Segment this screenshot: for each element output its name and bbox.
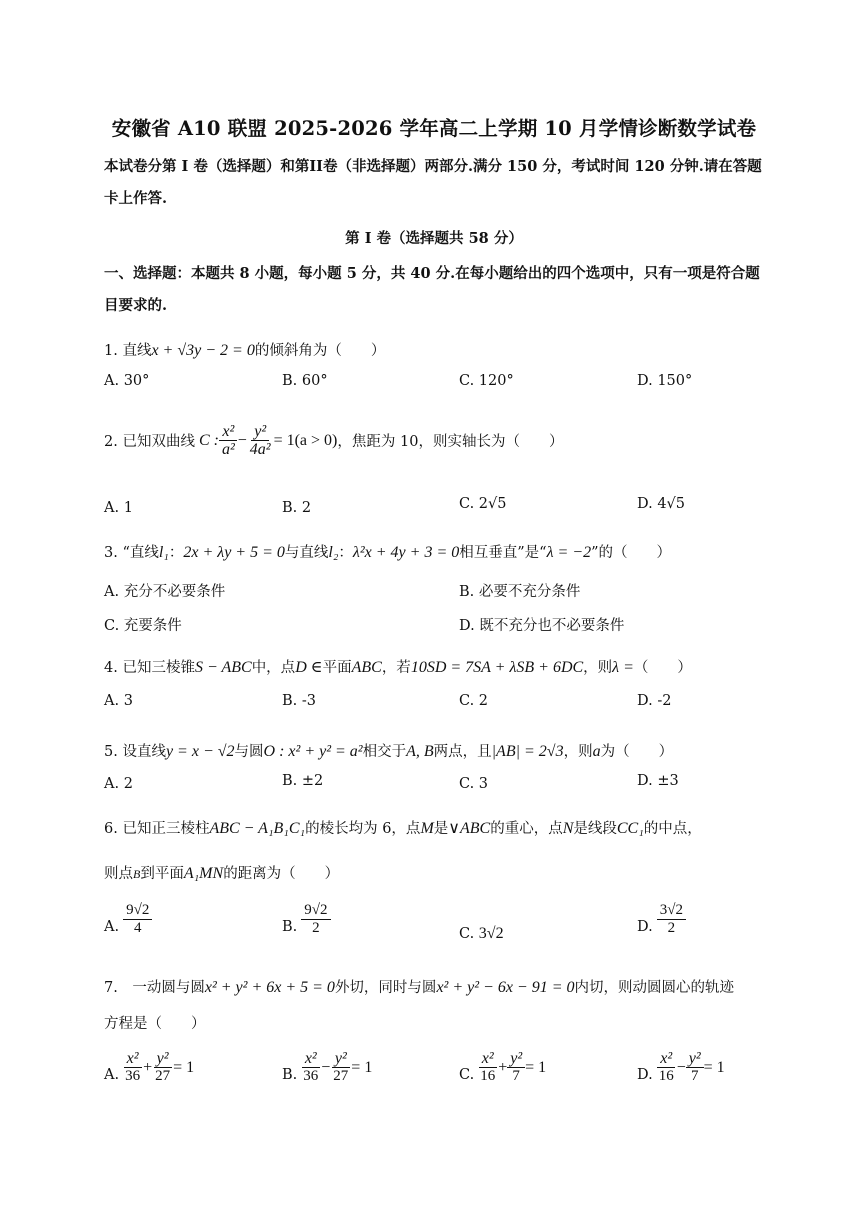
q2-stem xyxy=(104,423,563,458)
q7-option-d-label: D. xyxy=(637,1067,653,1083)
q5-mid3: 两点，且 xyxy=(433,744,492,760)
q3-prefix: 3. “直线 xyxy=(104,545,159,561)
q3-option-d: D. 既不充分也不必要条件 xyxy=(459,618,625,634)
q7-option-d-d2: 7 xyxy=(690,1068,699,1084)
q7-circle-1: x² + y² + 6x + 5 = 0 xyxy=(204,979,335,996)
q5-a: a xyxy=(592,743,601,760)
q7-option-b-d1: 36 xyxy=(303,1068,319,1084)
q5-circle-eq: O : x² + y² = a² xyxy=(263,743,363,760)
q7-option-a-d2: 27 xyxy=(155,1068,171,1084)
q6-option-c-label: C. xyxy=(459,926,475,942)
q3-option-b: B. 必要不充分条件 xyxy=(459,584,581,600)
q7-option-d-d1: 16 xyxy=(658,1068,674,1084)
q6-option-a-num: 9√2 xyxy=(123,902,152,920)
q6-option-d-frac xyxy=(657,902,686,937)
q6-point-b: B xyxy=(133,867,141,881)
q4-stem xyxy=(104,656,692,677)
q6-n: N xyxy=(562,820,574,837)
q7-circle-2: x² + y² − 6x − 91 = 0 xyxy=(436,979,575,996)
q7-option-d-op: − xyxy=(676,1058,686,1076)
q7-option-c xyxy=(459,1050,546,1085)
q6-option-a-den: 4 xyxy=(133,920,142,936)
q6-option-d-num: 3√2 xyxy=(657,902,686,920)
q2-minus: − xyxy=(237,431,247,449)
q6-option-d-label: D. xyxy=(637,919,653,935)
q2-frac1-numerator: x² xyxy=(219,423,237,441)
q7-option-d-frac1 xyxy=(656,1050,677,1085)
q6-m: M xyxy=(420,820,434,837)
q7-tail: 内切，则动圆圆心的轨迹 xyxy=(574,980,735,996)
q7-stem-line-2: 方程是（ ） xyxy=(104,1016,206,1032)
q7-option-a-op: + xyxy=(143,1058,153,1076)
q6-mid4: 是线段 xyxy=(573,821,617,837)
q7-option-a-d1: 36 xyxy=(125,1068,141,1084)
q4-option-b: B. -3 xyxy=(282,693,316,709)
q4-plane: ABC xyxy=(351,659,382,676)
q6-option-b-num: 9√2 xyxy=(301,902,330,920)
q5-number: 5. 设直线 xyxy=(104,744,166,760)
q7-option-b-frac1 xyxy=(300,1050,321,1085)
q6-prism: ABC − A₁B₁C₁ xyxy=(209,820,306,837)
q4-tail1: ，则 xyxy=(583,660,613,676)
q7-option-b-frac2 xyxy=(330,1050,351,1085)
section1-line-1: 一、选择题：本题共 8 小题，每小题 5 分，共 40 分.在每小题给出的四个选项中，只有一项是符合题 xyxy=(104,265,760,282)
q6-stem-line-1 xyxy=(104,817,702,838)
q4-mid2: 平面 xyxy=(322,660,352,676)
q4-option-a: A. 3 xyxy=(104,693,133,709)
q6-option-b-den: 2 xyxy=(312,920,320,936)
intro-line-1: 本试卷分第 I 卷（选择题）和第II卷（非选择题）两部分.满分 150 分，考试时间 120 分钟.请在答题 xyxy=(104,158,762,175)
q7-option-a-rhs: = 1 xyxy=(173,1058,195,1076)
q2-frac1-denominator: a² xyxy=(221,441,235,458)
q6-line2-b: 到平面 xyxy=(140,866,184,882)
q6-tail: 的中点， xyxy=(643,821,702,837)
q6-option-d-den: 2 xyxy=(667,920,676,936)
q4-point-d: D ∈ xyxy=(295,659,323,676)
q5-mid4: ，则 xyxy=(563,744,593,760)
q7-option-b xyxy=(282,1050,372,1085)
q7-stem-line-1 xyxy=(104,976,734,997)
q2-fraction-y xyxy=(247,423,274,458)
q2-option-a: A. 1 xyxy=(104,500,133,516)
q7-option-a-n2: y² xyxy=(154,1050,172,1068)
q4-mid3: ，若 xyxy=(381,660,411,676)
q5-mid2: 相交于 xyxy=(362,744,407,760)
q5-chord-eq: |AB| = 2√3 xyxy=(491,743,564,760)
q2-fraction-x xyxy=(219,423,238,458)
q6-option-a-label: A. xyxy=(104,919,120,935)
q7-option-d xyxy=(637,1050,725,1085)
intro-line-2: 卡上作答. xyxy=(104,190,168,207)
q4-mid1: 中，点 xyxy=(251,660,296,676)
exam-title: 安徽省 A10 联盟 2025-2026 学年高二上学期 10 月学情诊断数学试卷 xyxy=(111,117,757,140)
q1-number: 1. 直线 xyxy=(104,343,152,359)
q7-option-c-d1: 16 xyxy=(480,1068,496,1084)
q6-number: 6. 已知正三棱柱 xyxy=(104,821,210,837)
q7-option-d-frac2 xyxy=(686,1050,704,1085)
q6-option-a xyxy=(104,902,152,937)
q1-equation: x + √3y − 2 = 0 xyxy=(151,342,255,359)
q2-option-c: C. 2√5 xyxy=(459,496,507,512)
q7-option-c-n2: y² xyxy=(507,1050,525,1068)
q4-number: 4. 已知三棱锥 xyxy=(104,660,195,676)
q7-option-a xyxy=(104,1050,194,1085)
q6-option-b xyxy=(282,902,331,937)
q7-option-c-n1: x² xyxy=(479,1050,497,1068)
q1-option-a: A. 30° xyxy=(104,373,150,389)
q7-option-c-d2: 7 xyxy=(512,1068,520,1084)
q4-tetra: S − ABC xyxy=(194,659,252,676)
q4-tail2: （ ） xyxy=(633,660,692,676)
q6-option-a-frac xyxy=(123,902,152,937)
q7-option-c-frac2 xyxy=(507,1050,525,1085)
q3-l2: l₂ xyxy=(328,544,339,561)
q4-option-c: C. 2 xyxy=(459,693,489,709)
q5-points: A, B xyxy=(406,743,434,760)
q5-option-d: D. ±3 xyxy=(637,773,679,789)
q3-tail: ”的（ ） xyxy=(591,545,672,561)
q3-option-c: C. 充要条件 xyxy=(104,618,182,634)
q6-option-b-frac xyxy=(301,902,330,937)
q7-option-c-frac1 xyxy=(477,1050,498,1085)
q7-option-b-op: − xyxy=(321,1058,331,1076)
q4-lambda: λ = xyxy=(612,659,634,676)
q6-option-c-value: 3√2 xyxy=(478,925,504,942)
q1-option-d: D. 150° xyxy=(637,373,693,389)
q3-condition: λ = −2 xyxy=(546,544,592,561)
q5-tail: 为（ ） xyxy=(600,744,674,760)
q7-option-b-n2: y² xyxy=(332,1050,350,1068)
q6-option-b-label: B. xyxy=(282,919,298,935)
section1-line-2: 目要求的. xyxy=(104,297,168,314)
q7-number: 7. 一动圆与圆 xyxy=(104,980,205,996)
q7-option-d-n1: x² xyxy=(657,1050,675,1068)
q7-option-b-rhs: = 1 xyxy=(351,1058,373,1076)
q6-stem-line-2 xyxy=(104,862,339,883)
q7-mid: 外切，同时与圆 xyxy=(334,980,437,996)
q7-option-d-rhs: = 1 xyxy=(703,1058,725,1076)
q2-tail: ，焦距为 10，则实轴长为（ ） xyxy=(337,434,564,450)
q3-stem xyxy=(104,541,671,562)
q1-tail: 的倾斜角为（ ） xyxy=(254,343,386,359)
q4-option-d: D. -2 xyxy=(637,693,672,709)
q6-line2-a: 则点 xyxy=(104,866,133,882)
q5-stem xyxy=(104,740,673,761)
q2-option-d: D. 4√5 xyxy=(637,496,686,512)
q7-option-a-frac1 xyxy=(122,1050,143,1085)
q7-option-d-n2: y² xyxy=(686,1050,704,1068)
q1-option-c: C. 120° xyxy=(459,373,514,389)
q5-line-eq: y = x − √2 xyxy=(165,743,235,760)
q7-option-b-n1: x² xyxy=(302,1050,320,1068)
q7-option-c-op: + xyxy=(498,1058,508,1076)
q7-option-c-rhs: = 1 xyxy=(525,1058,547,1076)
q3-l1: l₁ xyxy=(158,544,169,561)
q7-option-b-label: B. xyxy=(282,1067,298,1083)
q6-triangle: ∨ABC xyxy=(448,820,491,837)
q2-c-prefix: C : xyxy=(198,431,219,449)
q5-option-c: C. 3 xyxy=(459,776,489,792)
q6-segment: CC₁ xyxy=(616,820,644,837)
q2-eq-tail: = 1(a > 0) xyxy=(273,431,338,449)
q3-option-a: A. 充分不必要条件 xyxy=(104,584,226,600)
q4-vector-eq: 10SD = 7SA + λSB + 6DC xyxy=(410,659,584,676)
q3-colon-2: ： xyxy=(338,545,353,561)
q1-stem xyxy=(104,339,385,360)
q5-option-a: A. 2 xyxy=(104,776,133,792)
q2-number: 2. 已知双曲线 xyxy=(104,434,195,450)
part1-heading: 第 I 卷（选择题共 58 分） xyxy=(345,230,523,247)
q7-option-c-label: C. xyxy=(459,1067,475,1083)
q6-mid3: 的重心，点 xyxy=(490,821,563,837)
q7-option-a-n1: x² xyxy=(124,1050,142,1068)
q6-option-d xyxy=(637,902,686,937)
q3-mid: 与直线 xyxy=(284,545,329,561)
q2-option-b: B. 2 xyxy=(282,500,312,516)
q5-mid1: 与圆 xyxy=(234,744,264,760)
q3-mid2: 相互垂直”是“ xyxy=(459,545,547,561)
q6-option-c xyxy=(459,925,504,943)
q1-option-b: B. 60° xyxy=(282,373,328,389)
q3-colon-1: ： xyxy=(168,545,184,561)
q3-eq1: 2x + λy + 5 = 0 xyxy=(183,544,285,561)
q6-line2-c: 的距离为（ ） xyxy=(223,866,340,882)
q5-option-b: B. ±2 xyxy=(282,773,324,789)
q2-frac2-denominator: 4a² xyxy=(249,441,271,458)
q6-mid1: 的棱长均为 6，点 xyxy=(305,821,421,837)
q7-option-a-frac2 xyxy=(152,1050,173,1085)
q7-option-a-label: A. xyxy=(104,1067,120,1083)
q3-eq2: λ²x + 4y + 3 = 0 xyxy=(352,544,460,561)
q2-frac2-numerator: y² xyxy=(251,423,269,441)
q6-mid2: 是 xyxy=(433,821,449,837)
q6-plane: A₁MN xyxy=(183,865,224,882)
q7-option-b-d2: 27 xyxy=(333,1068,349,1084)
